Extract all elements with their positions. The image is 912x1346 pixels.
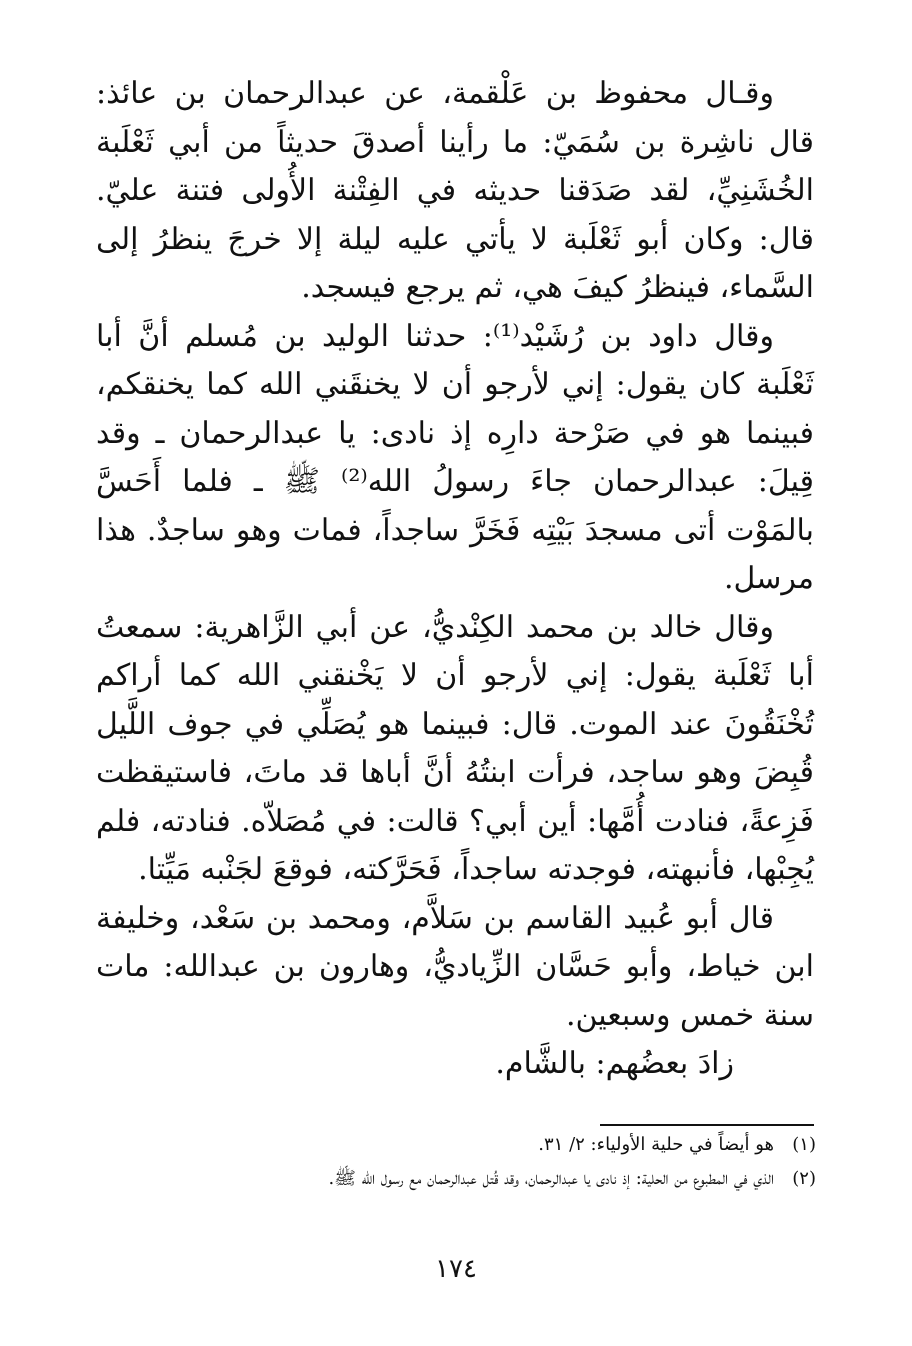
paragraph-2: وقال داود بن رُشَيْد⁽¹⁾: حدثنا الوليد بن مُسلم أنَّ أبا ثَعْلَبة كان يقول: إني لأرجو أن لا يخنقَني الله كما يخنقكم، فبينما هو في صَرْحة دارِه إذ نادى: يا عبدالرحمان ـ وقد قِيلَ: عبدالرحمان جاءَ رسولُ الله⁽²⁾ ﷺ ـ فلما أَحَسَّ بالمَوْت أتى مسجدَ بَيْتِه فَخَرَّ ساجداً، فمات وهو ساجدٌ. هذا مرسل.	[96, 318, 814, 596]
page-number: ١٧٤	[435, 1254, 477, 1284]
footnote-number: (٢)	[792, 1168, 816, 1189]
paragraph-1: وقـال محفوظ بن عَلْقمة، عن عبدالرحمان بن عائذ: قال ناشِرة بن سُمَيّ: ما رأينا أصدقَ حديثاً من أبي ثَعْلَبة الخُشَنِيِّ، لقد صَدَقنا حديثه في الفِتْنة الأُولى فتنة عليّ. قال: وكان أبو ثَعْلَبة لا يأتي عليه ليلة إلا خرجَ ينظرُ إلى السَّماء، فينظرُ كيفَ هي، ثم يرجع فيسجد.	[96, 76, 814, 305]
main-text	[96, 70, 814, 1089]
footnote-separator	[600, 1124, 814, 1126]
paragraph-3: وقال خالد بن محمد الكِنْديُّ، عن أبي الزَّاهرية: سمعتُ أبا ثَعْلَبة يقول: إني لأرجو أن لا يَخْنقني الله كما أراكم تُخْنَقُونَ عند الموت. قال: فبينما هو يُصَلِّي في جوف اللَّيل قُبِضَ وهو ساجد، فرأت ابنتُهُ أنَّ أباها قد ماتَ، فاستيقظت فَزِعةً، فنادت أُمَّها: أين أبي؟ قالت: في مُصَلاّه. فنادته، فلم يُجِبْها، فأنبهته، فوجدته ساجداً، فَحَرَّكته، فوقعَ لجَنْبه مَيِّتا.	[96, 609, 815, 887]
footnote-1	[96, 1128, 816, 1162]
footnotes	[96, 1128, 816, 1196]
paragraph-5: زادَ بعضُهم: بالشَّام.	[495, 1046, 734, 1081]
footnote-text: هو أيضاً في حلية الأولياء: ٢/ ٣١.	[538, 1134, 774, 1155]
footnote-2	[96, 1162, 816, 1196]
paragraph-4: قال أبو عُبيد القاسم بن سَلاَّم، ومحمد بن سَعْد، وخليفة ابن خياط، وأبو حَسَّان الزِّياديُّ، وهارون بن عبدالله: مات سنة خمس وسبعين.	[96, 900, 814, 1033]
footnote-text: الذي في المطبوع من الحلية: إذ نادى يا عبدالرحمان، وقد قُتل عبدالرحمان مع رسول الله ﷺ.	[328, 1168, 774, 1189]
footnote-number: (١)	[792, 1134, 816, 1155]
